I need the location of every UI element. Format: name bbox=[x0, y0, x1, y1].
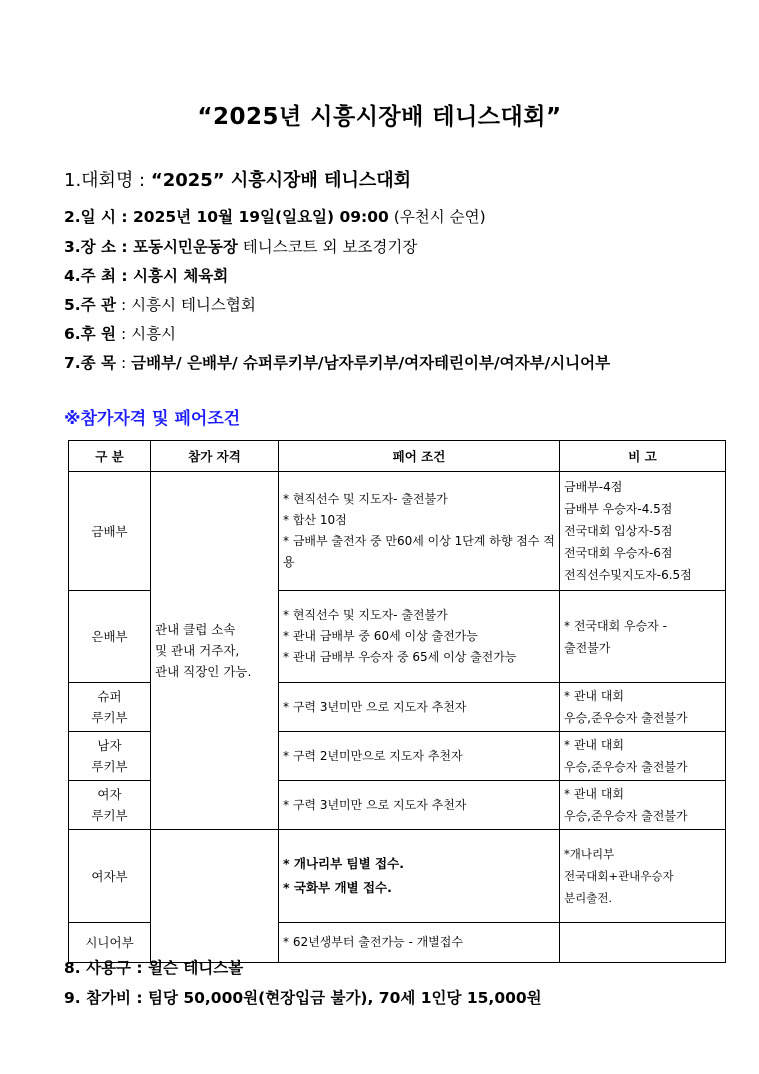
info-venue: 3.장 소 : 포동시민운동장 테니스코트 외 보조경기장 bbox=[64, 238, 418, 256]
note-cell: 금배부-4점 금배부 우승자-4.5점 전국대회 입상자-5점 전국대회 우승자-6점 전직선수및지도자-6.5점 bbox=[560, 472, 726, 591]
header-note: 비 고 bbox=[560, 441, 726, 472]
info-sponsor: 6.후 원 : 시흥시 bbox=[64, 325, 177, 343]
table-header-row bbox=[69, 441, 726, 472]
note-cell: * 관내 대회 우승,준우승자 출전불가 bbox=[560, 732, 726, 781]
info-ball: 8. 사용구 : 윌슨 테니스볼 bbox=[64, 959, 244, 977]
condition-cell: * 구력 3년미만 으로 지도자 추천자 bbox=[279, 781, 560, 830]
note-cell: *개나리부 전국대회+관내우승자 분리출전. bbox=[560, 830, 726, 923]
condition-cell: * 개나리부 팀별 접수. * 국화부 개별 접수. bbox=[279, 830, 560, 923]
category-cell: 슈퍼 루키부 bbox=[69, 683, 151, 732]
table-row bbox=[69, 472, 726, 591]
category-cell: 여자 루키부 bbox=[69, 781, 151, 830]
info-date: 2.일 시 : 2025년 10월 19일(일요일) 09:00 (우천시 순연) bbox=[64, 208, 486, 226]
info-organizer: 5.주 관 : 시흥시 테니스협회 bbox=[64, 296, 256, 314]
header-qualification: 참가 자격 bbox=[151, 441, 279, 472]
header-pair-condition: 페어 조건 bbox=[279, 441, 560, 472]
qualification-cell-empty bbox=[151, 830, 279, 963]
category-cell: 은배부 bbox=[69, 591, 151, 683]
qualification-cell: 관내 클럽 소속 및 관내 거주자, 관내 직장인 가능. bbox=[151, 472, 279, 830]
info-host: 4.주 최 : 시흥시 체육회 bbox=[64, 267, 229, 285]
eligibility-table bbox=[68, 440, 726, 963]
info-events: 7.종 목 : 금배부/ 은배부/ 슈퍼루키부/남자루키부/여자테린이부/여자부/시니어부 bbox=[64, 354, 611, 372]
section-title: ※참가자격 및 페어조건 bbox=[64, 409, 241, 429]
note-cell-empty bbox=[560, 923, 726, 963]
note-cell: * 관내 대회 우승,준우승자 출전불가 bbox=[560, 781, 726, 830]
note-cell: * 관내 대회 우승,준우승자 출전불가 bbox=[560, 683, 726, 732]
table-row bbox=[69, 830, 726, 923]
category-cell: 남자 루키부 bbox=[69, 732, 151, 781]
condition-cell: * 구력 3년미만 으로 지도자 추천자 bbox=[279, 683, 560, 732]
document-title: “2025년 시흥시장배 테니스대회” bbox=[197, 104, 562, 130]
condition-cell: * 62년생부터 출전가능 - 개별접수 bbox=[279, 923, 560, 963]
category-cell: 시니어부 bbox=[69, 923, 151, 963]
condition-cell: * 구력 2년미만으로 지도자 추천자 bbox=[279, 732, 560, 781]
category-cell: 여자부 bbox=[69, 830, 151, 923]
condition-cell: * 현직선수 및 지도자- 출전불가 * 관내 금배부 중 60세 이상 출전가능 * 관내 금배부 우승자 중 65세 이상 출전가능 bbox=[279, 591, 560, 683]
category-cell: 금배부 bbox=[69, 472, 151, 591]
info-fee: 9. 참가비 : 팀당 50,000원(현장입금 불가), 70세 1인당 15,000원 bbox=[64, 989, 542, 1007]
note-cell: * 전국대회 우승자 - 출전불가 bbox=[560, 591, 726, 683]
info-event-name: 1.대회명 : “2025” 시흥시장배 테니스대회 bbox=[64, 170, 412, 191]
header-category: 구 분 bbox=[69, 441, 151, 472]
condition-cell: * 현직선수 및 지도자- 출전불가 * 합산 10점 * 금배부 출전자 중 만60세 이상 1단계 하향 점수 적용 bbox=[279, 472, 560, 591]
